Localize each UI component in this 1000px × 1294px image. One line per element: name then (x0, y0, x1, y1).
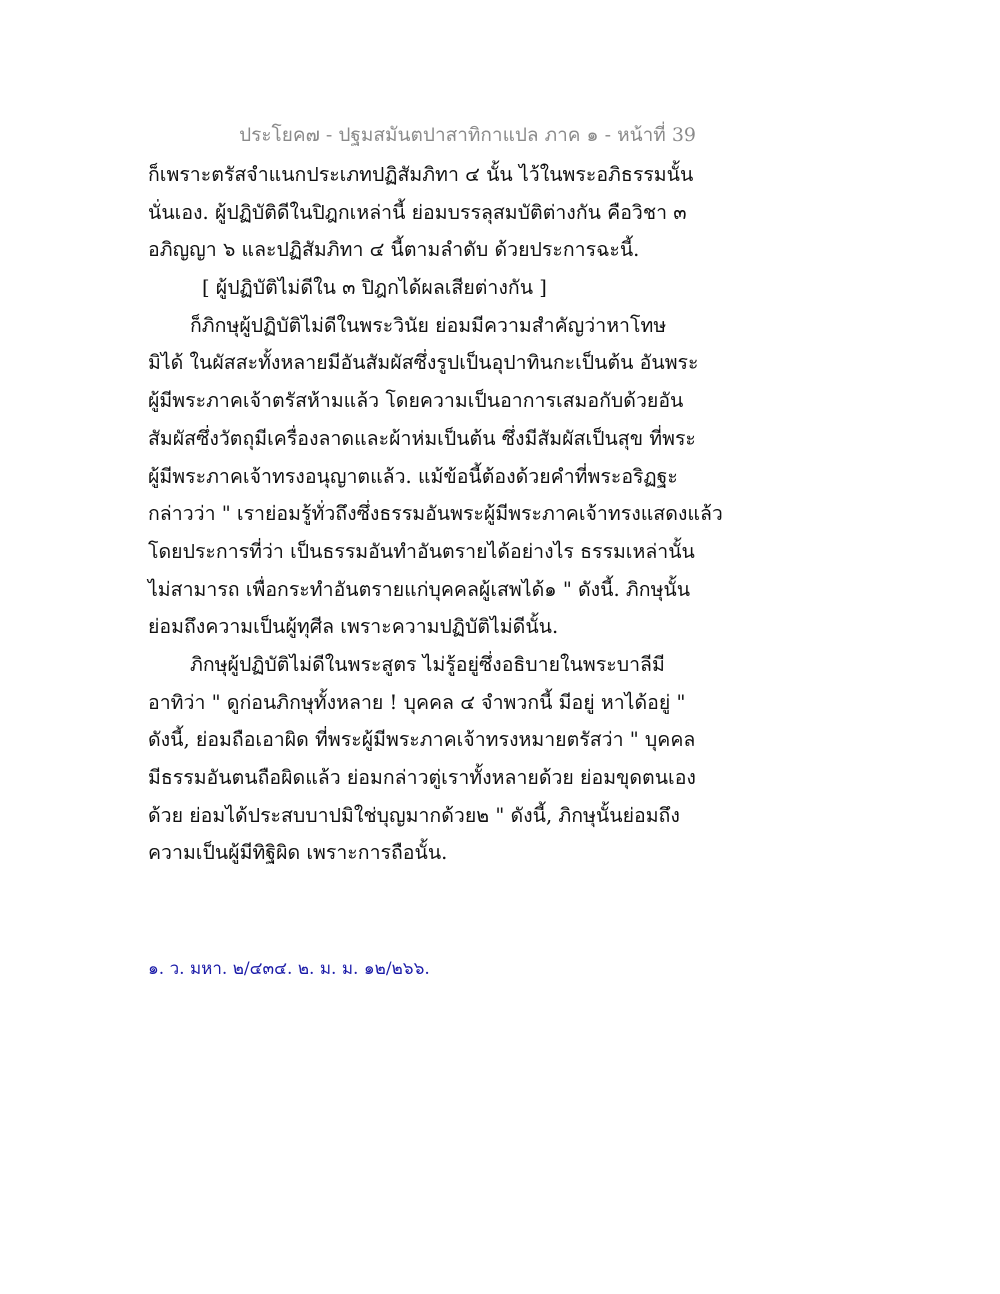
body-text (148, 156, 723, 872)
text-line: อภิญญา ๖ และปฏิสัมภิทา ๔ นี้ตามลำดับ ด้วยประการฉะนี้. (148, 238, 640, 262)
text-line: ภิกษุผู้ปฏิบัติไม่ดีในพระสูตร ไม่รู้อยู่ซึ่งอธิบายในพระบาลีมี (190, 652, 665, 676)
text-line: ผู้มีพระภาคเจ้าตรัสห้ามแล้ว โดยความเป็นอาการเสมอกับด้วยอัน (148, 389, 684, 413)
text-line: ความเป็นผู้มีทิฐิผิด เพราะการถือนั้น. (148, 841, 448, 865)
running-header: ประโยค๗ - ปฐมสมันตปาสาทิกาแปล ภาค ๑ - หน้าที่ 39 (239, 124, 696, 146)
text-line: มีธรรมอันตนถือผิดแล้ว ย่อมกล่าวตู่เราทั้งหลายด้วย ย่อมขุดตนเอง (148, 766, 696, 789)
text-line: สัมผัสซึ่งวัตถุมีเครื่องลาดและผ้าห่มเป็นต้น ซึ่งมีสัมผัสเป็นสุข ที่พระ (148, 426, 696, 450)
section-heading: [ ผู้ปฏิบัติไม่ดีใน ๓ ปิฎกได้ผลเสียต่างกัน ] (202, 276, 547, 300)
text-line: ผู้มีพระภาคเจ้าทรงอนุญาตแล้ว. แม้ข้อนี้ต้องด้วยคำที่พระอริฏฐะ (148, 464, 678, 488)
text-line: กล่าวว่า " เราย่อมรู้ทั่วถึงซึ่งธรรมอันพระผู้มีพระภาคเจ้าทรงแสดงแล้ว (148, 502, 723, 526)
text-line: ก็เพราะตรัสจำแนกประเภทปฏิสัมภิทา ๔ นั้น ไว้ในพระอภิธรรมนั้น (148, 163, 694, 186)
text-line: ไม่สามารถ เพื่อกระทำอันตรายแก่บุคคลผู้เสพได้๑ " ดังนี้. ภิกษุนั้น (148, 577, 691, 601)
text-line: ด้วย ย่อมได้ประสบบาปมิใช่บุญมากด้วย๒ " ดังนี้, ภิกษุนั้นย่อมถึง (148, 803, 680, 827)
text-line: นั่นเอง. ผู้ปฏิบัติดีในปิฎกเหล่านี้ ย่อมบรรลุสมบัติต่างกัน คือวิชา ๓ (148, 200, 687, 224)
text-line: มิได้ ในผัสสะทั้งหลายมีอันสัมผัสซึ่งรูปเป็นอุปาทินกะเป็นต้น อันพระ (148, 351, 699, 375)
text-line: ย่อมถึงความเป็นผู้ทุศีล เพราะความปฏิบัติไม่ดีนั้น. (148, 615, 559, 639)
text-line: โดยประการที่ว่า เป็นธรรมอันทำอันตรายได้อย่างไร ธรรมเหล่านั้น (148, 539, 695, 563)
text-line: ก็ภิกษุผู้ปฏิบัติไม่ดีในพระวินัย ย่อมมีความสำคัญว่าหาโทษ (190, 313, 667, 337)
text-line: ดังนี้, ย่อมถือเอาผิด ที่พระผู้มีพระภาคเจ้าทรงหมายตรัสว่า " บุคคล (148, 728, 696, 752)
text-line: อาทิว่า " ดูก่อนภิกษุทั้งหลาย ! บุคคล ๔ จำพวกนี้ มีอยู่ หาได้อยู่ " (148, 690, 686, 714)
footnote: ๑. ว. มหา. ๒/๔๓๔. ๒. ม. ม. ๑๒/๒๖๖. (148, 959, 430, 979)
